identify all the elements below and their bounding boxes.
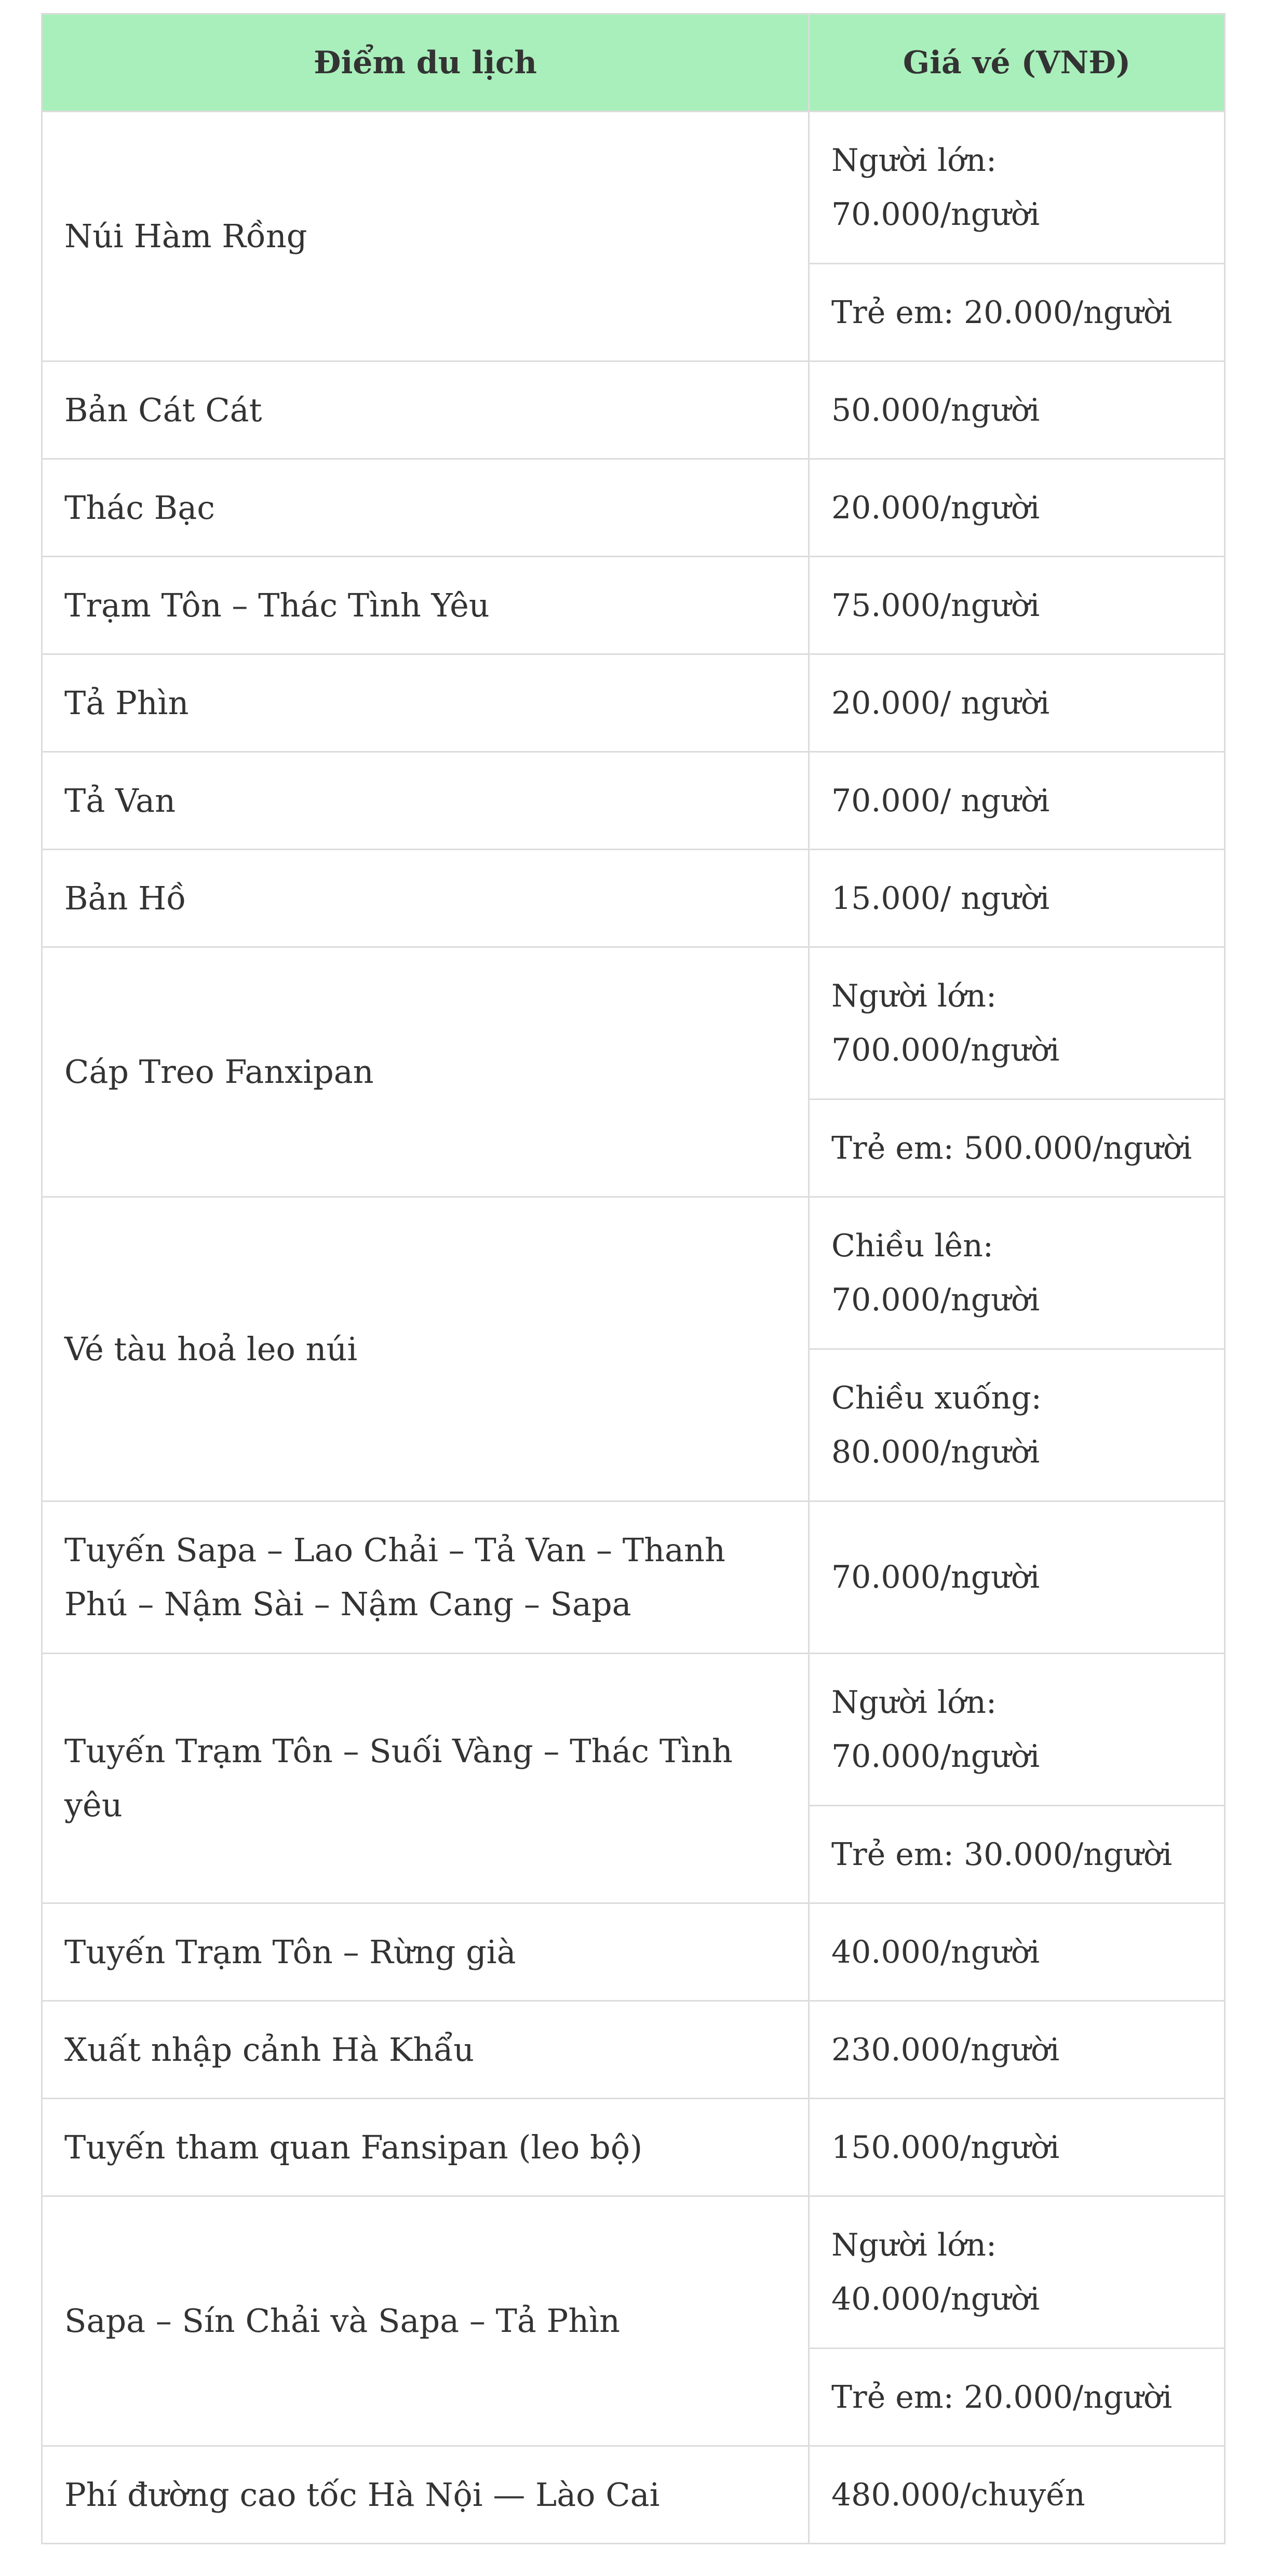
table-row (42, 112, 1225, 264)
table-row (42, 1654, 1225, 1806)
price-cell: Người lớn: 700.000/người (809, 947, 1225, 1099)
place-cell: Cáp Treo Fanxipan (42, 947, 809, 1197)
place-cell: Sapa – Sín Chải và Sapa – Tả Phìn (42, 2196, 809, 2446)
place-cell: Vé tàu hoả leo núi (42, 1197, 809, 1501)
table-row (42, 459, 1225, 557)
price-cell: Người lớn: 70.000/người (809, 1654, 1225, 1806)
place-cell: Tuyến Sapa – Lao Chải – Tả Van – Thanh Phú – Nậm Sài – Nậm Cang – Sapa (42, 1501, 809, 1654)
place-cell: Tuyến Trạm Tôn – Suối Vàng – Thác Tình yêu (42, 1654, 809, 1903)
table-row (42, 2446, 1225, 2544)
header-price: Giá vé (VNĐ) (809, 14, 1225, 112)
table-row (42, 850, 1225, 947)
place-cell: Bản Hồ (42, 850, 809, 947)
place-cell: Núi Hàm Rồng (42, 112, 809, 361)
price-cell: 20.000/người (809, 459, 1225, 557)
price-cell: 15.000/ người (809, 850, 1225, 947)
price-cell: 70.000/ người (809, 752, 1225, 850)
place-cell: Tuyến Trạm Tôn – Rừng già (42, 1903, 809, 2001)
place-cell: Trạm Tôn – Thác Tình Yêu (42, 557, 809, 654)
price-cell: 20.000/ người (809, 654, 1225, 752)
table-row (42, 557, 1225, 654)
table-row (42, 1197, 1225, 1349)
table-row (42, 2001, 1225, 2099)
table-row (42, 1501, 1225, 1654)
price-cell: 50.000/người (809, 361, 1225, 459)
ticket-price-table (41, 13, 1226, 2544)
place-cell: Xuất nhập cảnh Hà Khẩu (42, 2001, 809, 2099)
price-cell: Người lớn: 40.000/người (809, 2196, 1225, 2349)
table-row (42, 947, 1225, 1099)
place-cell: Phí đường cao tốc Hà Nội — Lào Cai (42, 2446, 809, 2544)
table-row (42, 654, 1225, 752)
place-cell: Tả Phìn (42, 654, 809, 752)
price-cell: Người lớn: 70.000/người (809, 112, 1225, 264)
price-cell: 480.000/chuyến (809, 2446, 1225, 2544)
price-cell: Chiều xuống: 80.000/người (809, 1349, 1225, 1501)
price-cell: 40.000/người (809, 1903, 1225, 2001)
table-row (42, 1903, 1225, 2001)
table-row (42, 2099, 1225, 2196)
price-cell: 230.000/người (809, 2001, 1225, 2099)
table-row (42, 752, 1225, 850)
place-cell: Tả Van (42, 752, 809, 850)
place-cell: Tuyến tham quan Fansipan (leo bộ) (42, 2099, 809, 2196)
price-cell: Chiều lên: 70.000/người (809, 1197, 1225, 1349)
price-cell: Trẻ em: 30.000/người (809, 1806, 1225, 1903)
price-cell: Trẻ em: 500.000/người (809, 1099, 1225, 1197)
price-cell: 75.000/người (809, 557, 1225, 654)
table-header-row (42, 14, 1225, 112)
price-cell: Trẻ em: 20.000/người (809, 264, 1225, 361)
price-cell: 150.000/người (809, 2099, 1225, 2196)
price-cell: Trẻ em: 20.000/người (809, 2349, 1225, 2446)
table-row (42, 361, 1225, 459)
header-place: Điểm du lịch (42, 14, 809, 112)
place-cell: Thác Bạc (42, 459, 809, 557)
price-cell: 70.000/người (809, 1501, 1225, 1654)
place-cell: Bản Cát Cát (42, 361, 809, 459)
table-row (42, 2196, 1225, 2349)
